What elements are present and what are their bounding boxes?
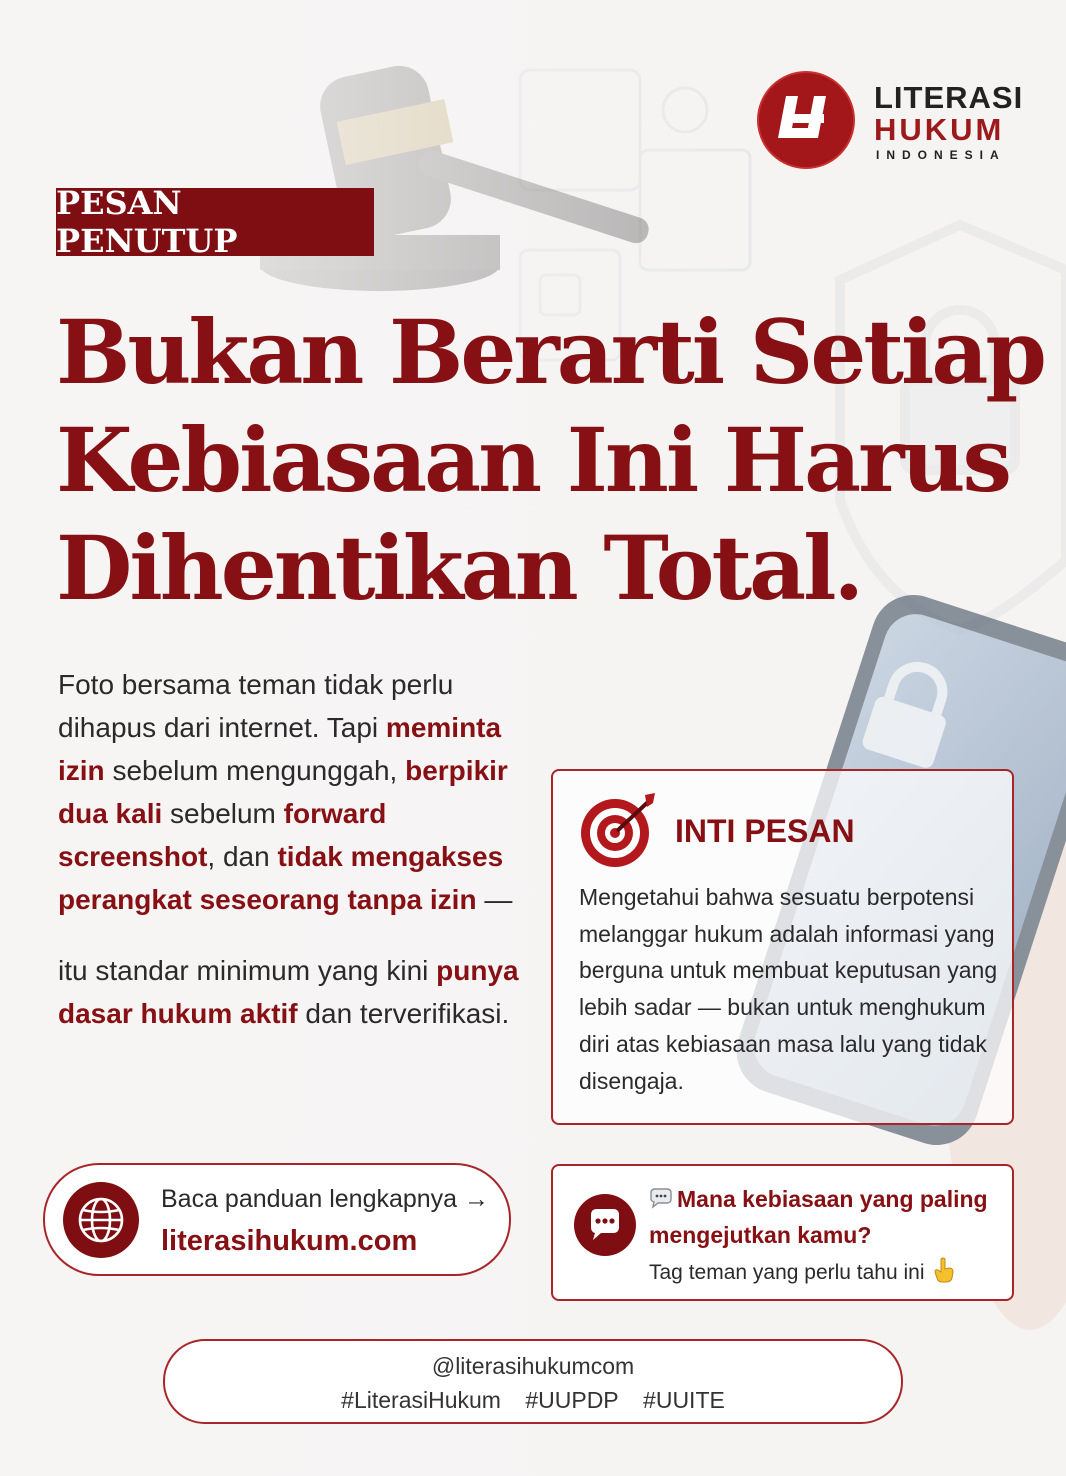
target-icon — [575, 791, 661, 869]
body-text-run: dan terverifikasi. — [297, 998, 510, 1029]
body-text-run: — — [476, 884, 513, 915]
highlight-berpikir: berpikir dua kali — [58, 755, 508, 829]
body-text-run: sebelum — [162, 798, 284, 829]
body-paragraph-2 — [58, 949, 538, 1035]
body-text-run: itu standar minimum yang kini — [58, 955, 437, 986]
question-line3-text: Tag teman yang perlu tahu ini — [649, 1261, 925, 1284]
question-line3 — [649, 1257, 955, 1285]
headline — [56, 298, 1044, 622]
question-card — [551, 1164, 1014, 1301]
brand-logo — [756, 70, 1036, 170]
hashtag[interactable]: #UUITE — [643, 1387, 725, 1413]
highlight-meminta-izin: meminta izin — [58, 712, 502, 786]
footer-social — [163, 1339, 903, 1424]
pointing-hand-icon — [933, 1257, 955, 1283]
headline-line3: Dihentikan Total. — [56, 516, 862, 620]
hashtag[interactable]: #LiterasiHukum — [341, 1387, 501, 1413]
headline-line2: Kebiasaan Ini Harus — [56, 408, 1009, 512]
logo-line1: LITERASI — [874, 80, 1024, 115]
inti-pesan-text: Mengetahui bahwa sesuatu berpotensi melanggar hukum adalah informasi yang berguna untuk membuat keputusan yang lebih sadar — bukan untuk menghukum diri atas kebiasaan masa lalu yang tidak disengaja. — [579, 884, 998, 1094]
body-paragraph-1 — [58, 663, 538, 921]
body-text-run: sebelum mengunggah, — [104, 755, 406, 786]
inti-pesan-title: INTI PESAN — [675, 813, 855, 849]
read-guide-label: Baca panduan lengkapnya → — [161, 1185, 490, 1213]
highlight-forward: forward screenshot — [58, 798, 387, 872]
read-guide-link[interactable] — [43, 1163, 511, 1276]
speech-bubble-icon — [649, 1187, 673, 1209]
body-text — [58, 663, 538, 1035]
section-tag: PESAN PENUTUP — [56, 188, 374, 256]
chat-icon — [573, 1193, 637, 1257]
question-line1 — [649, 1186, 988, 1213]
question-line2: mengejutkan kamu? — [649, 1222, 872, 1248]
body-text-run: , dan — [207, 841, 278, 872]
hashtag-list — [165, 1387, 901, 1414]
logo-line3: INDONESIA — [876, 148, 1006, 162]
body-text-run: Foto bersama teman tidak perlu dihapus dari internet. Tapi — [58, 669, 454, 743]
question-line1-text: Mana kebiasaan yang paling — [677, 1186, 988, 1212]
hashtag[interactable]: #UUPDP — [525, 1387, 619, 1413]
globe-icon — [62, 1181, 140, 1259]
website-link[interactable]: literasihukum.com — [161, 1225, 418, 1257]
logo-line2: HUKUM — [874, 112, 1005, 147]
headline-line1: Bukan Berarti Setiap — [56, 300, 1044, 404]
highlight-tidak-mengakses: tidak mengakses perangkat seseorang tanpa izin — [58, 841, 504, 915]
social-handle[interactable]: @literasihukumcom — [431, 1353, 635, 1379]
lh-logo-icon — [756, 70, 856, 170]
highlight-dasar-hukum: punya dasar hukum aktif — [58, 955, 519, 1029]
inti-pesan-card — [551, 769, 1014, 1125]
